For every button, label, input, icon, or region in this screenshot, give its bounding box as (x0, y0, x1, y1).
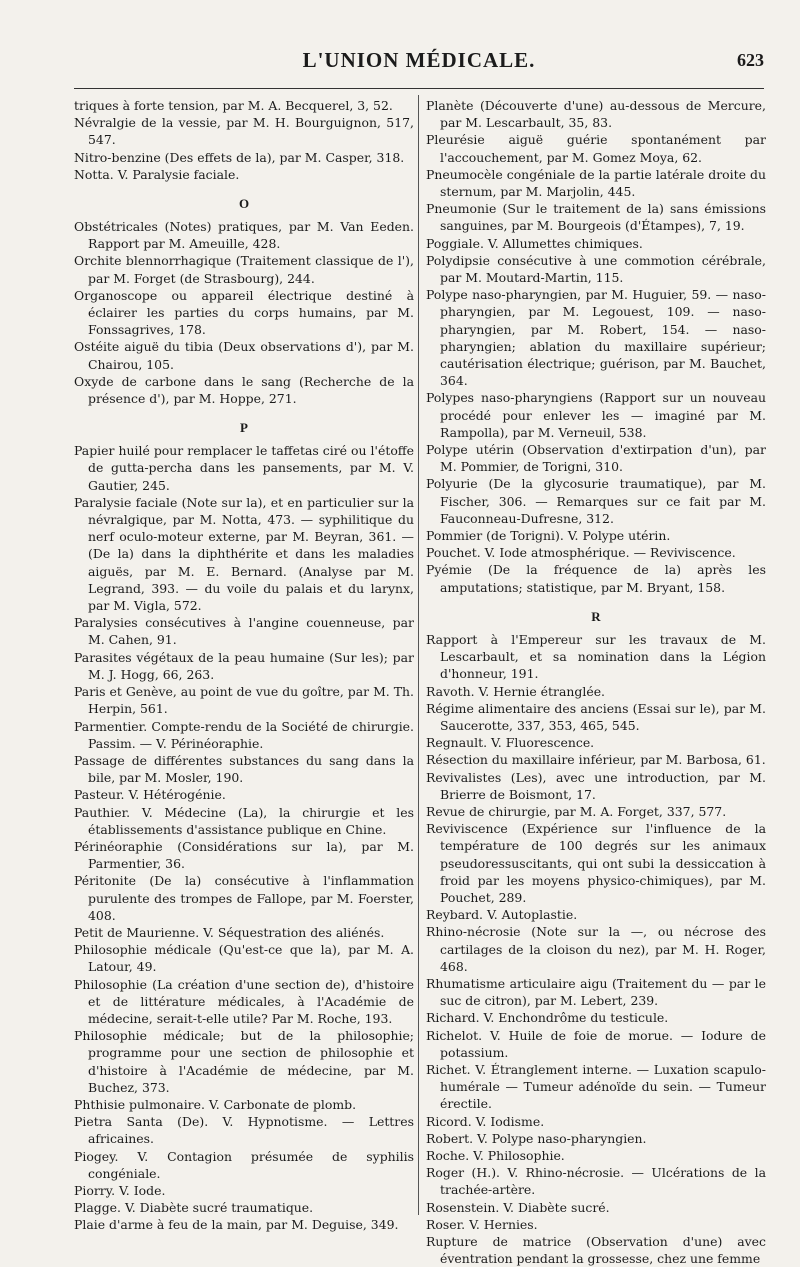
index-entry: Polypes naso-pharyngiens (Rapport sur un nouveau procédé pour enlever les — imaginé par M. Rampolla), par M. Verneuil, 538. (426, 390, 766, 440)
index-entry: Pyémie (De la fréquence de la) après les amputations; statistique, par M. Bryant, 158. (426, 562, 766, 595)
index-entry: Résection du maxillaire inférieur, par M. Barbosa, 61. (426, 752, 766, 768)
index-entry: Névralgie de la vessie, par M. H. Bourguignon, 517, 547. (74, 115, 414, 148)
index-entry: Nitro-benzine (Des effets de la), par M. Casper, 318. (74, 149, 405, 165)
index-entry: Papier huilé pour remplacer le taffetas ciré ou l'étoffe de gutta-percha dans les pansements, par M. V. Gautier, 245. (74, 443, 414, 493)
index-entry: Philosophie médicale; but de la philosophie; programme pour une section de philosophie et d'histoire à l'Académie de médecine, par M. Buchez, 373. (74, 1028, 414, 1095)
index-entry: Robert. V. Polype naso-pharyngien. (426, 1130, 647, 1146)
index-entry: Richard. V. Enchondrôme du testicule. (426, 1010, 669, 1026)
index-entry: Philosophie (La création d'une section de), d'histoire et de littérature médicales, à l'Académie de médecine, serait-t-elle utile? Par M. Roche, 193. (74, 976, 414, 1026)
index-entry: Polydipsie consécutive à une commotion cérébrale, par M. Moutard-Martin, 115. (426, 252, 766, 286)
index-entry: Pietra Santa (De). V. Hypnotisme. — Lettres africaines. (74, 1114, 414, 1147)
section-letter: R (591, 608, 601, 624)
section-gap (426, 596, 766, 605)
index-entry: Pommier (de Torigni). V. Polype utérin. (426, 528, 671, 544)
index-entry: Reybard. V. Autoplastie. (426, 907, 578, 923)
index-entry: triques à forte tension, par M. A. Becquerel, 3, 52. (74, 98, 393, 113)
running-title: L'UNION MÉDICALE. (302, 48, 536, 72)
section-letter: O (238, 196, 250, 212)
page-number: 623 (737, 50, 764, 70)
index-entry: Péritonite (De la) consécutive à l'inflammation purulente des trompes de Fallope, par M. Foerster, 408. (74, 873, 414, 923)
index-entry: Roser. V. Hernies. (426, 1216, 538, 1232)
index-entry: Rupture de matrice (Observation d'une) avec éventration pendant la grossesse, chez une femme (426, 1234, 766, 1267)
left-column (74, 97, 414, 1234)
index-entry: Revue de chirurgie, par M. A. Forget, 337, 577. (426, 803, 727, 819)
index-entry: Polype naso-pharyngien, par M. Huguier, 59. — naso-pharyngien, par M. Legouest, 109. — naso-pharyngien, par M. Robert, 154. — naso-pharyngien; ablation du maxillaire supérieur; cautérisation électrique; guérison, par M. Bauchet, 364. (426, 287, 766, 389)
index-entry: Roger (H.). V. Rhino-nécrosie. — Ulcérations de la trachée-artère. (426, 1165, 766, 1198)
index-entry: Oxyde de carbone dans le sang (Recherche de la présence d'), par M. Hoppe, 271. (74, 373, 414, 407)
index-entry: Ostéite aiguë du tibia (Deux observations d'), par M. Chairou, 105. (74, 339, 414, 372)
header-rule (74, 88, 764, 89)
index-entry: Piogey. V. Contagion présumée de syphilis congéniale. (74, 1148, 414, 1181)
index-entry: Rhino-nécrosie (Note sur la —, ou nécrose des cartilages de la cloison du nez), par M. H. Roger, 468. (426, 924, 766, 974)
index-entry: Rosenstein. V. Diabète sucré. (426, 1199, 610, 1215)
index-entry: Pouchet. V. Iode atmosphérique. — Reviviscence. (426, 545, 736, 561)
index-entry: Pneumocèle congéniale de la partie latérale droite du sternum, par M. Marjolin, 445. (426, 166, 766, 200)
index-entry: Notta. V. Paralysie faciale. (74, 166, 240, 182)
index-entry: Organoscope ou appareil électrique destiné à éclairer les parties du corps humains, par M. Fonssagrives, 178. (74, 287, 414, 338)
section-gap (74, 183, 414, 192)
index-entry: Reviviscence (Expérience sur l'influence de la température de 100 degrés sur les animaux pseudoressuscitants, qui ont subi la dessiccation à froid par les moyens physico-chimiques), par M. Pouchet, 289. (426, 821, 766, 905)
column-divider (418, 95, 419, 1215)
index-entry: Périnéoraphie (Considérations sur la), par M. Parmentier, 36. (74, 838, 414, 872)
index-entry: Philosophie médicale (Qu'est-ce que la), par M. A. Latour, 49. (74, 942, 414, 975)
index-entry: Paris et Genève, au point de vue du goître, par M. Th. Herpin, 561. (74, 684, 414, 717)
index-entry: Parmentier. Compte-rendu de la Société de chirurgie. Passim. — V. Périnéoraphie. (74, 718, 414, 751)
index-entry: Regnault. V. Fluorescence. (426, 735, 595, 751)
right-column (426, 97, 766, 1267)
index-entry: Paralysie faciale (Note sur la), et en particulier sur la névralgique, par M. Notta, 473. — syphilitique du nerf oculo-moteur externe, par M. Beyran, 361. — (De la) dans la diphthérite et dans les maladies aiguës, par M. E. Bernard. (Analyse par M. Legrand, 393. — du voile du palais et du larynx, par M. Vigla, 572. (74, 494, 414, 614)
section-letter: P (240, 420, 248, 436)
index-entry: Poggiale. V. Allumettes chimiques. (426, 235, 643, 251)
index-entry: Piorry. V. Iode. (74, 1182, 166, 1198)
index-entry: Passage de différentes substances du sang dans la bile, par M. Mosler, 190. (74, 752, 414, 786)
index-entry: Planète (Découverte d'une) au-dessous de Mercure, par M. Lescarbault, 35, 83. (426, 98, 766, 131)
index-entry: Paralysies consécutives à l'angine couenneuse, par M. Cahen, 91. (74, 615, 414, 648)
index-entry: Rhumatisme articulaire aigu (Traitement du — par le suc de citron), par M. Lebert, 239. (426, 975, 766, 1009)
index-entry: Polyurie (De la glycosurie traumatique), par M. Fischer, 306. — Remarques sur ce fait par M. Fauconneau-Dufresne, 312. (426, 476, 766, 526)
index-entry: Petit de Maurienne. V. Séquestration des aliénés. (74, 924, 385, 940)
index-entry: Parasites végétaux de la peau humaine (Sur les); par M. J. Hogg, 66, 263. (74, 649, 414, 682)
section-gap (74, 407, 414, 416)
index-entry: Régime alimentaire des anciens (Essai sur le), par M. Saucerotte, 337, 353, 465, 545. (426, 700, 766, 733)
index-entry: Obstétricales (Notes) pratiques, par M. Van Eeden. Rapport par M. Ameuille, 428. (74, 219, 414, 252)
index-entry: Plaie d'arme à feu de la main, par M. Deguise, 349. (74, 1217, 399, 1233)
index-entry: Ricord. V. Iodisme. (426, 1113, 545, 1129)
index-entry: Rapport à l'Empereur sur les travaux de M. Lescarbault, et sa nomination dans la Légion d'honneur, 191. (426, 631, 766, 682)
page-header (74, 48, 764, 82)
index-entry: Plagge. V. Diabète sucré traumatique. (74, 1200, 314, 1216)
index-entry: Ravoth. V. Hernie étranglée. (426, 683, 606, 699)
index-entry: Roche. V. Philosophie. (426, 1147, 565, 1163)
index-entry: Orchite blennorrhagique (Traitement classique de l'), par M. Forget (de Strasbourg), 244. (74, 253, 414, 286)
index-entry: Pneumonie (Sur le traitement de la) sans émissions sanguines, par M. Bourgeois (d'Étampes), 7, 19. (426, 201, 766, 234)
index-entry: Polype utérin (Observation d'extirpation d'un), par M. Pommier, de Torigni, 310. (426, 442, 766, 475)
index-entry: Richelot. V. Huile de foie de morue. — Iodure de potassium. (426, 1027, 766, 1060)
index-entry: Richet. V. Étranglement interne. — Luxation scapulo-humérale — Tumeur adénoïde du sein. — Tumeur érectile. (426, 1061, 766, 1112)
index-entry: Pleurésie aiguë guérie spontanément par l'accouchement, par M. Gomez Moya, 62. (426, 132, 766, 165)
index-entry: Pasteur. V. Hétérogénie. (74, 787, 226, 803)
index-entry: Phthisie pulmonaire. V. Carbonate de plomb. (74, 1096, 357, 1112)
index-entry: Revivalistes (Les), avec une introduction, par M. Brierre de Boismont, 17. (426, 769, 766, 802)
index-entry: Pauthier. V. Médecine (La), la chirurgie et les établissements d'assistance publique en Chine. (74, 804, 414, 837)
